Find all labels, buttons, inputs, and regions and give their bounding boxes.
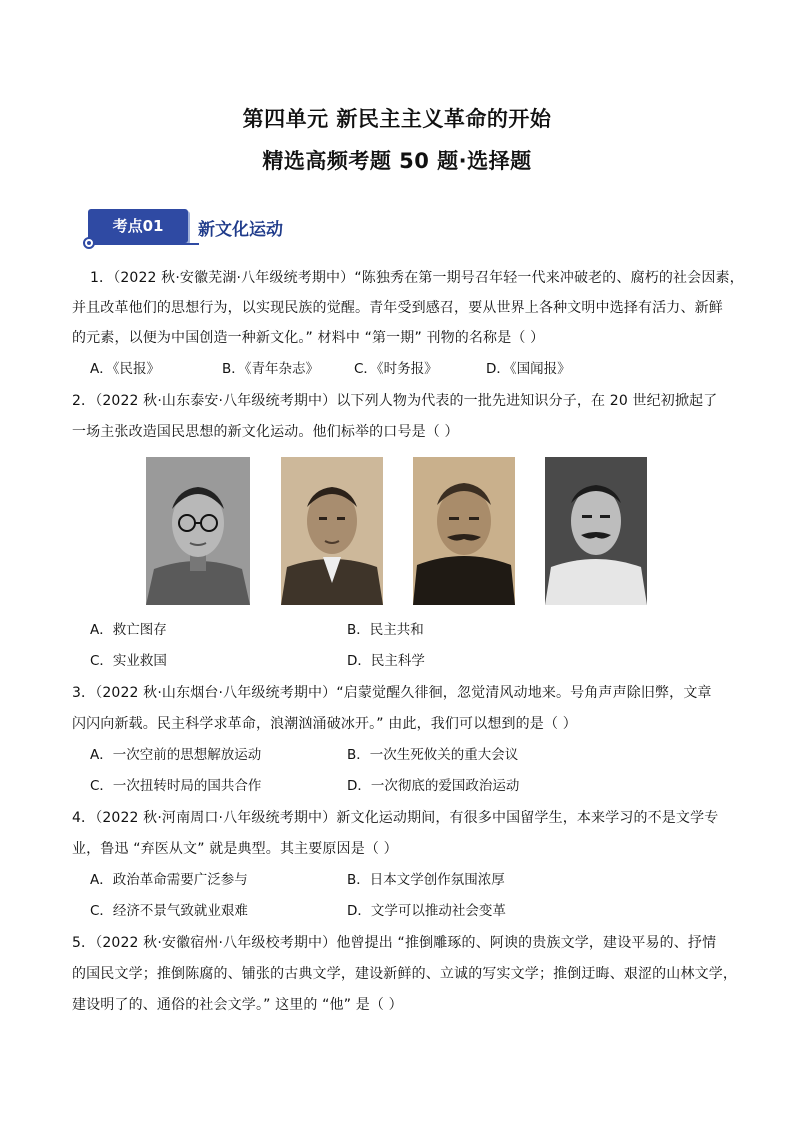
q1-option-d: D．《国闻报》 [486,361,571,377]
q1-option-a: A．《民报》 [90,361,160,377]
q2-line-1: 2．（2022 秋·山东泰安·八年级统考期中）以下列人物为代表的一批先进知识分子，在 20 世纪初掀起了 [72,393,718,409]
portrait-photo-1 [146,457,250,605]
page-title-line1: 第四单元 新民主主义革命的开始 [242,107,552,131]
target-dot-icon [83,237,95,249]
q2-option-b: B．民主共和 [347,622,424,638]
q4-option-d: D．文学可以推动社会变革 [347,903,506,919]
q3-option-d: D．一次彻底的爱国政治运动 [347,778,520,794]
q3-line-2: 闪闪向新载。民主科学求革命，浪潮汹涌破冰开。” 由此，我们可以想到的是（ ） [72,716,577,732]
q2-option-d: D．民主科学 [347,653,425,669]
q1-line-3: 的元素，以便为中国创造一种新文化。” 材料中 “第一期” 刊物的名称是（ ） [72,330,545,346]
section-title: 新文化运动 [198,220,283,240]
portrait-photo-3 [413,457,515,605]
q1-line-2: 并且改革他们的思想行为，以实现民族的觉醒。青年受到感召，要从世界上各种文明中选择有活力、新鲜 [72,300,723,316]
q1-option-b: B．《青年杂志》 [222,361,320,377]
q2-option-a: A．救亡图存 [90,622,167,638]
q4-line-1: 4．（2022 秋·河南周口·八年级统考期中）新文化运动期间，有很多中国留学生，本来学习的不是文学专 [72,810,719,826]
portrait-photo-2 [281,457,383,605]
q5-line-1: 5．（2022 秋·安徽宿州·八年级校考期中）他曾提出 “推倒雕琢的、阿谀的贵族文学，建设平易的、抒情 [72,935,717,951]
q2-option-c: C．实业救国 [90,653,167,669]
q4-option-c: C．经济不景气致就业艰难 [90,903,248,919]
section-header [80,207,480,255]
q3-line-1: 3．（2022 秋·山东烟台·八年级统考期中）“启蒙觉醒久徘徊，忽觉清风动地来。号角声声除旧弊，文章 [72,685,712,701]
page-title-line2: 精选高频考题 50 题·选择题 [262,149,532,173]
q1-option-c: C．《时务报》 [354,361,438,377]
q3-option-c: C．一次扭转时局的国共合作 [90,778,262,794]
section-badge [88,209,188,243]
q2-line-2: 一场主张改造国民思想的新文化运动。他们标举的口号是（ ） [72,424,459,440]
q4-option-b: B．日本文学创作氛围浓厚 [347,872,505,888]
q5-line-2: 的国民文学；推倒陈腐的、铺张的古典文学，建设新鲜的、立诚的写实文学；推倒迂晦、艰涩的山林文学， [72,966,738,982]
q4-option-a: A．政治革命需要广泛参与 [90,872,248,888]
section-badge-label: 考点01 [112,217,164,235]
section-underline [94,243,199,245]
q3-option-a: A．一次空前的思想解放运动 [90,747,262,763]
q4-line-2: 业，鲁迅 “弃医从文” 就是典型。其主要原因是（ ） [72,841,398,857]
q1-line-1: 1．（2022 秋·安徽芜湖·八年级统考期中）“陈独秀在第一期号召年轻一代来冲破老的、腐朽的社会因素， [90,270,744,286]
q3-option-b: B．一次生死攸关的重大会议 [347,747,519,763]
q5-line-3: 建设明了的、通俗的社会文学。” 这里的 “他” 是（ ） [72,997,403,1013]
portrait-photo-4 [545,457,647,605]
